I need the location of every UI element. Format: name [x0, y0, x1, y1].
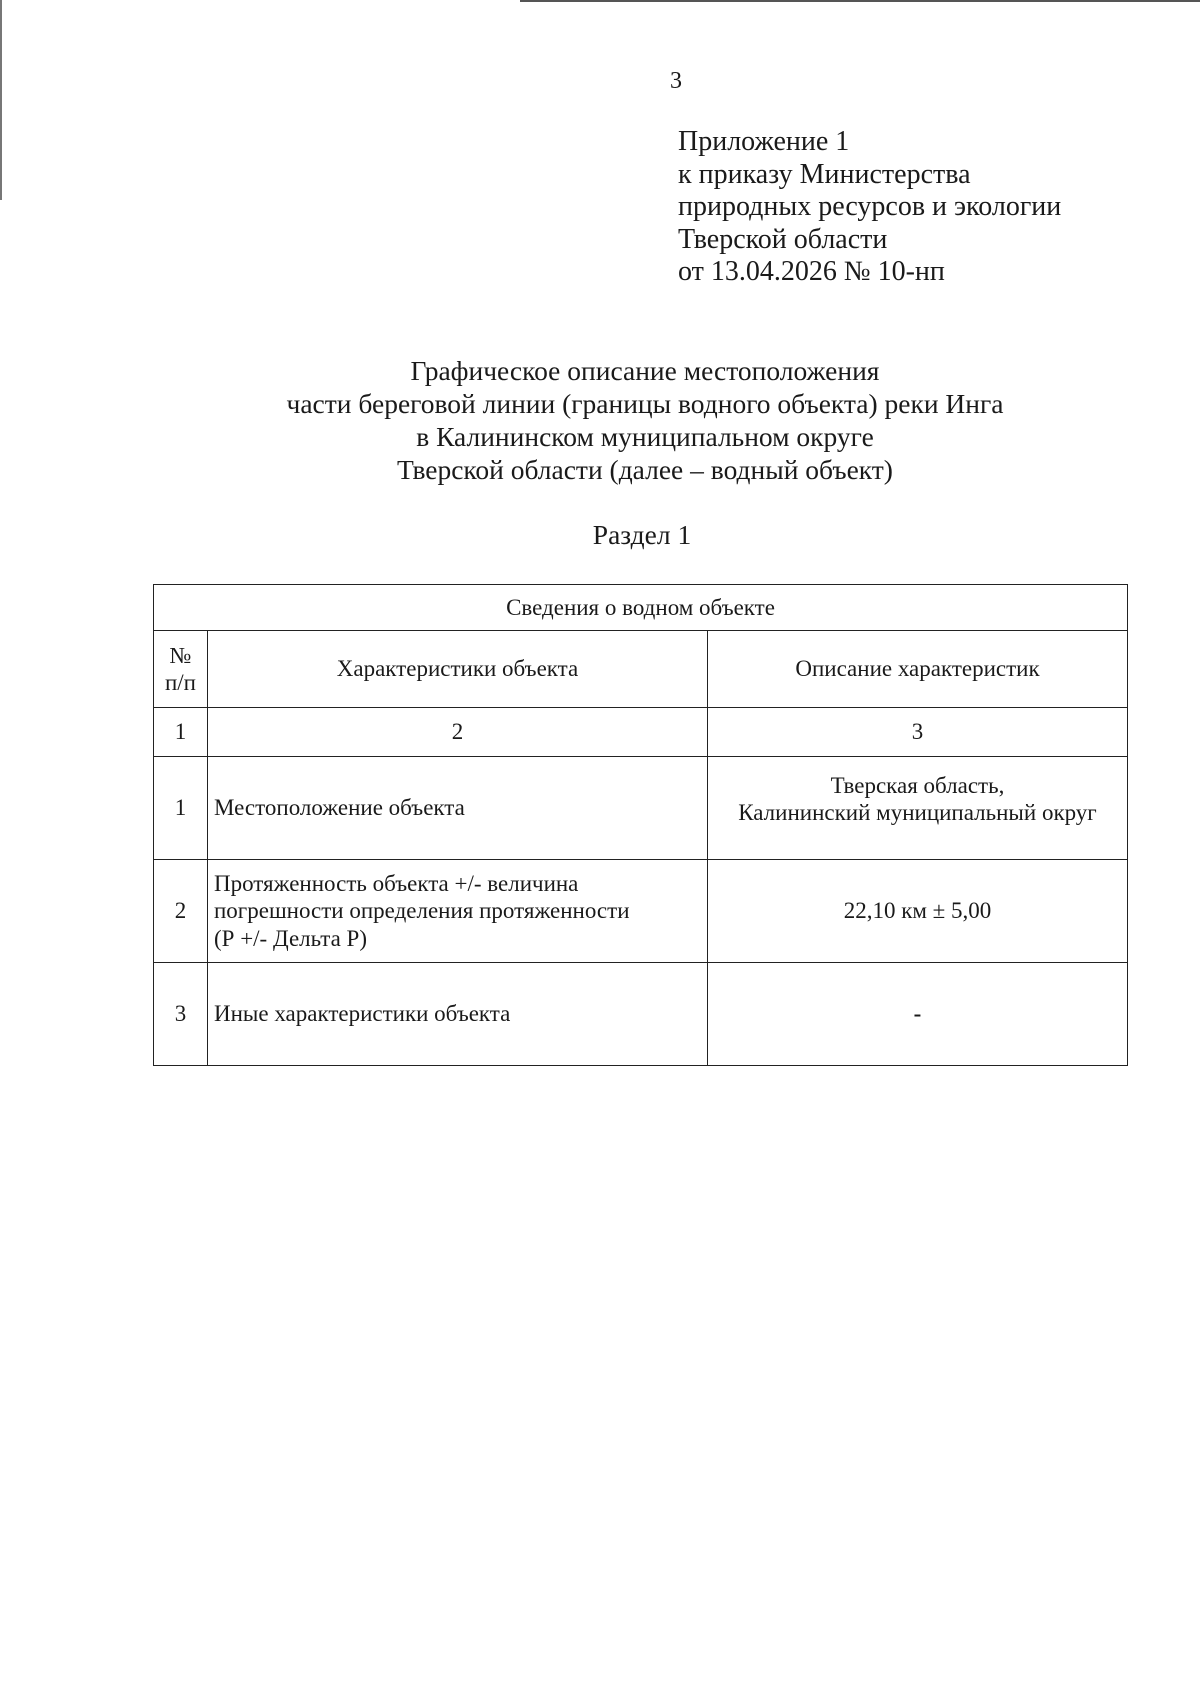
table-row — [154, 757, 1128, 860]
header-num-line2: п/п — [164, 670, 196, 695]
table-header-row — [154, 631, 1128, 708]
row-characteristic: Иные характеристики объекта — [208, 963, 708, 1066]
row-description: 22,10 км ± 5,00 — [708, 860, 1128, 963]
table-row — [154, 860, 1128, 963]
title-line: Графическое описание местоположения — [410, 355, 880, 386]
row-num: 2 — [154, 860, 208, 963]
appendix-line: к приказу Министерства — [678, 158, 971, 190]
appendix-line: Приложение 1 — [678, 126, 850, 157]
row-characteristic — [208, 860, 708, 963]
row-description: - — [708, 963, 1128, 1066]
scan-border-top — [520, 0, 1200, 2]
table-caption-row — [154, 585, 1128, 631]
appendix-line: природных ресурсов и экологии — [678, 191, 1062, 222]
table-caption: Сведения о водном объекте — [154, 585, 1128, 631]
column-number: 3 — [708, 708, 1128, 757]
title-line: в Калининском муниципальном округе — [416, 421, 874, 452]
column-number-row — [154, 708, 1128, 757]
header-num — [154, 631, 208, 708]
page-number: 3 — [670, 68, 682, 94]
table-row — [154, 963, 1128, 1066]
document-title — [0, 354, 1200, 486]
column-number: 1 — [154, 708, 208, 757]
row-description-line: Калининский муниципальный округ — [738, 800, 1097, 825]
row-characteristic-line: погрешности определения протяженности — [214, 898, 630, 924]
row-description — [708, 757, 1128, 860]
appendix-block — [678, 126, 1061, 289]
row-characteristic-line: (Р +/- Дельта Р) — [214, 925, 367, 951]
title-line: части береговой линии (границы водного объекта) реки Инга — [286, 388, 1004, 419]
column-number: 2 — [208, 708, 708, 757]
water-object-table — [153, 584, 1128, 1066]
row-description-line: Тверская область, — [830, 772, 1005, 798]
appendix-line: от 13.04.2026 № 10-нп — [678, 256, 945, 287]
scan-border-left — [0, 0, 2, 200]
title-line: Тверской области (далее – водный объект) — [397, 454, 893, 485]
row-num: 3 — [154, 963, 208, 1066]
section-label: Раздел 1 — [592, 519, 692, 550]
row-characteristic-line: Протяженность объекта +/- величина — [214, 870, 579, 896]
appendix-line: Тверской области — [678, 223, 888, 255]
header-characteristics: Характеристики объекта — [208, 631, 708, 708]
header-description: Описание характеристик — [708, 631, 1128, 708]
row-characteristic: Местоположение объекта — [208, 757, 708, 860]
header-num-line1: № — [169, 642, 192, 668]
row-num: 1 — [154, 757, 208, 860]
